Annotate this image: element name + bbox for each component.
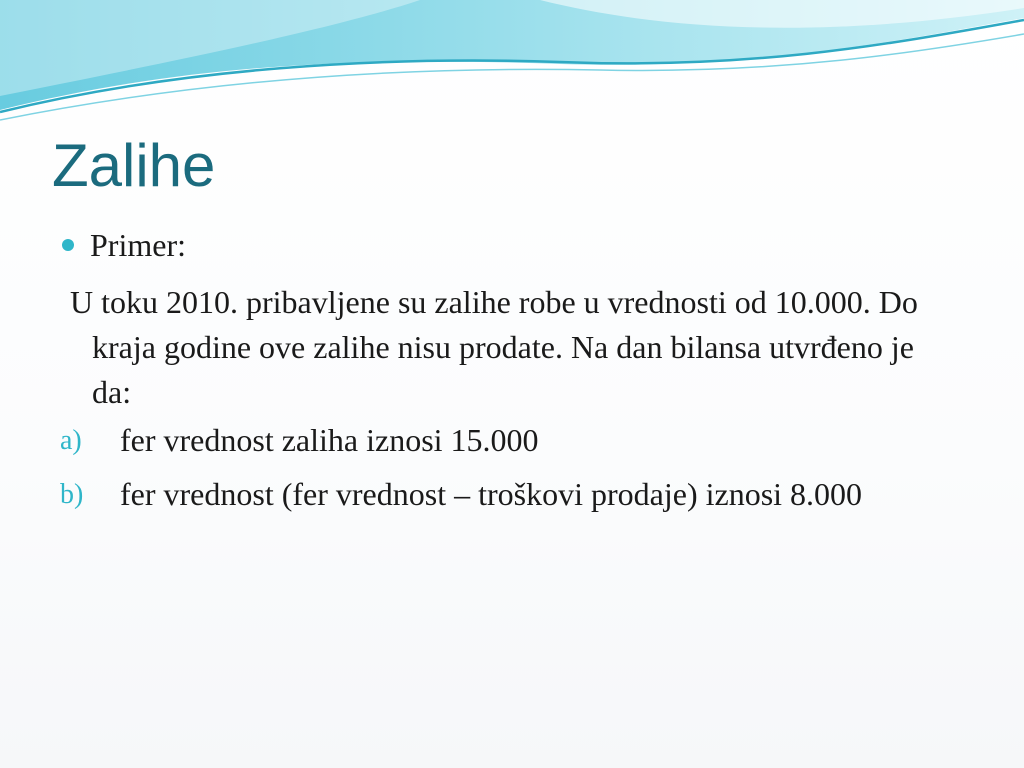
header-wave-decoration xyxy=(0,0,1024,130)
bullet-label: Primer: xyxy=(90,226,186,263)
list-item xyxy=(60,418,960,463)
page-title: Zalihe xyxy=(52,132,216,199)
bullet-dot-icon xyxy=(62,239,74,251)
list-item xyxy=(60,472,960,517)
list-item-label: a) xyxy=(60,425,82,456)
bullet-primer xyxy=(62,222,186,268)
list-item-label: b) xyxy=(60,479,84,510)
list-item-text: fer vrednost (fer vrednost – troškovi prodaje) iznosi 8.000 xyxy=(120,476,863,512)
list-item-text: fer vrednost zaliha iznosi 15.000 xyxy=(120,422,539,458)
example-paragraph: U toku 2010. pribavljene su zalihe robe u vrednosti od 10.000. Do kraja godine ove zalihe nisu prodate. Na dan bilansa utvrđeno je da: xyxy=(70,284,918,410)
